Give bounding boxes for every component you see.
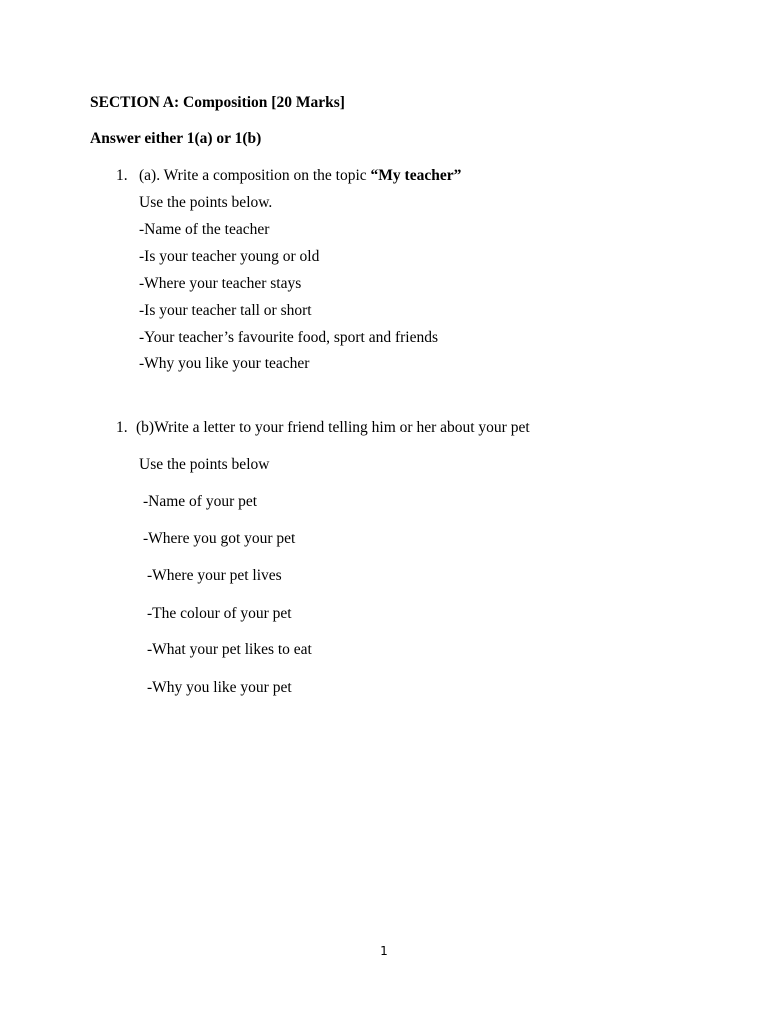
- question-a-point: -Your teacher’s favourite food, sport and friends: [139, 329, 439, 346]
- question-b-number: 1.: [116, 419, 128, 436]
- question-b-point: -Where you got your pet: [143, 530, 296, 547]
- question-a-prefix: (a). Write a composition on the topic: [139, 167, 371, 184]
- instruction: Answer either 1(a) or 1(b): [90, 130, 262, 147]
- question-a-prompt: [139, 166, 461, 186]
- question-a-point: -Is your teacher tall or short: [139, 302, 312, 319]
- question-a-point: -Is your teacher young or old: [139, 248, 320, 265]
- question-a-topic: “My teacher”: [370, 167, 462, 184]
- section-title: SECTION A: Composition [20 Marks]: [90, 94, 345, 111]
- question-b-intro: Use the points below: [139, 456, 270, 473]
- question-a-intro: Use the points below.: [139, 194, 273, 211]
- question-b-point: -Where your pet lives: [147, 567, 282, 584]
- question-b-point: -Name of your pet: [143, 493, 258, 510]
- question-b-prompt: (b)Write a letter to your friend telling him or her about your pet: [136, 419, 530, 436]
- question-b-point: -Why you like your pet: [147, 679, 292, 696]
- page-number: 1: [380, 944, 388, 958]
- question-a-point: -Where your teacher stays: [139, 275, 302, 292]
- question-a-point: -Why you like your teacher: [139, 355, 310, 372]
- question-a-point: -Name of the teacher: [139, 221, 270, 238]
- question-b-point: -What your pet likes to eat: [147, 641, 312, 658]
- question-b-point: -The colour of your pet: [147, 605, 292, 622]
- question-a-number: 1.: [116, 167, 128, 184]
